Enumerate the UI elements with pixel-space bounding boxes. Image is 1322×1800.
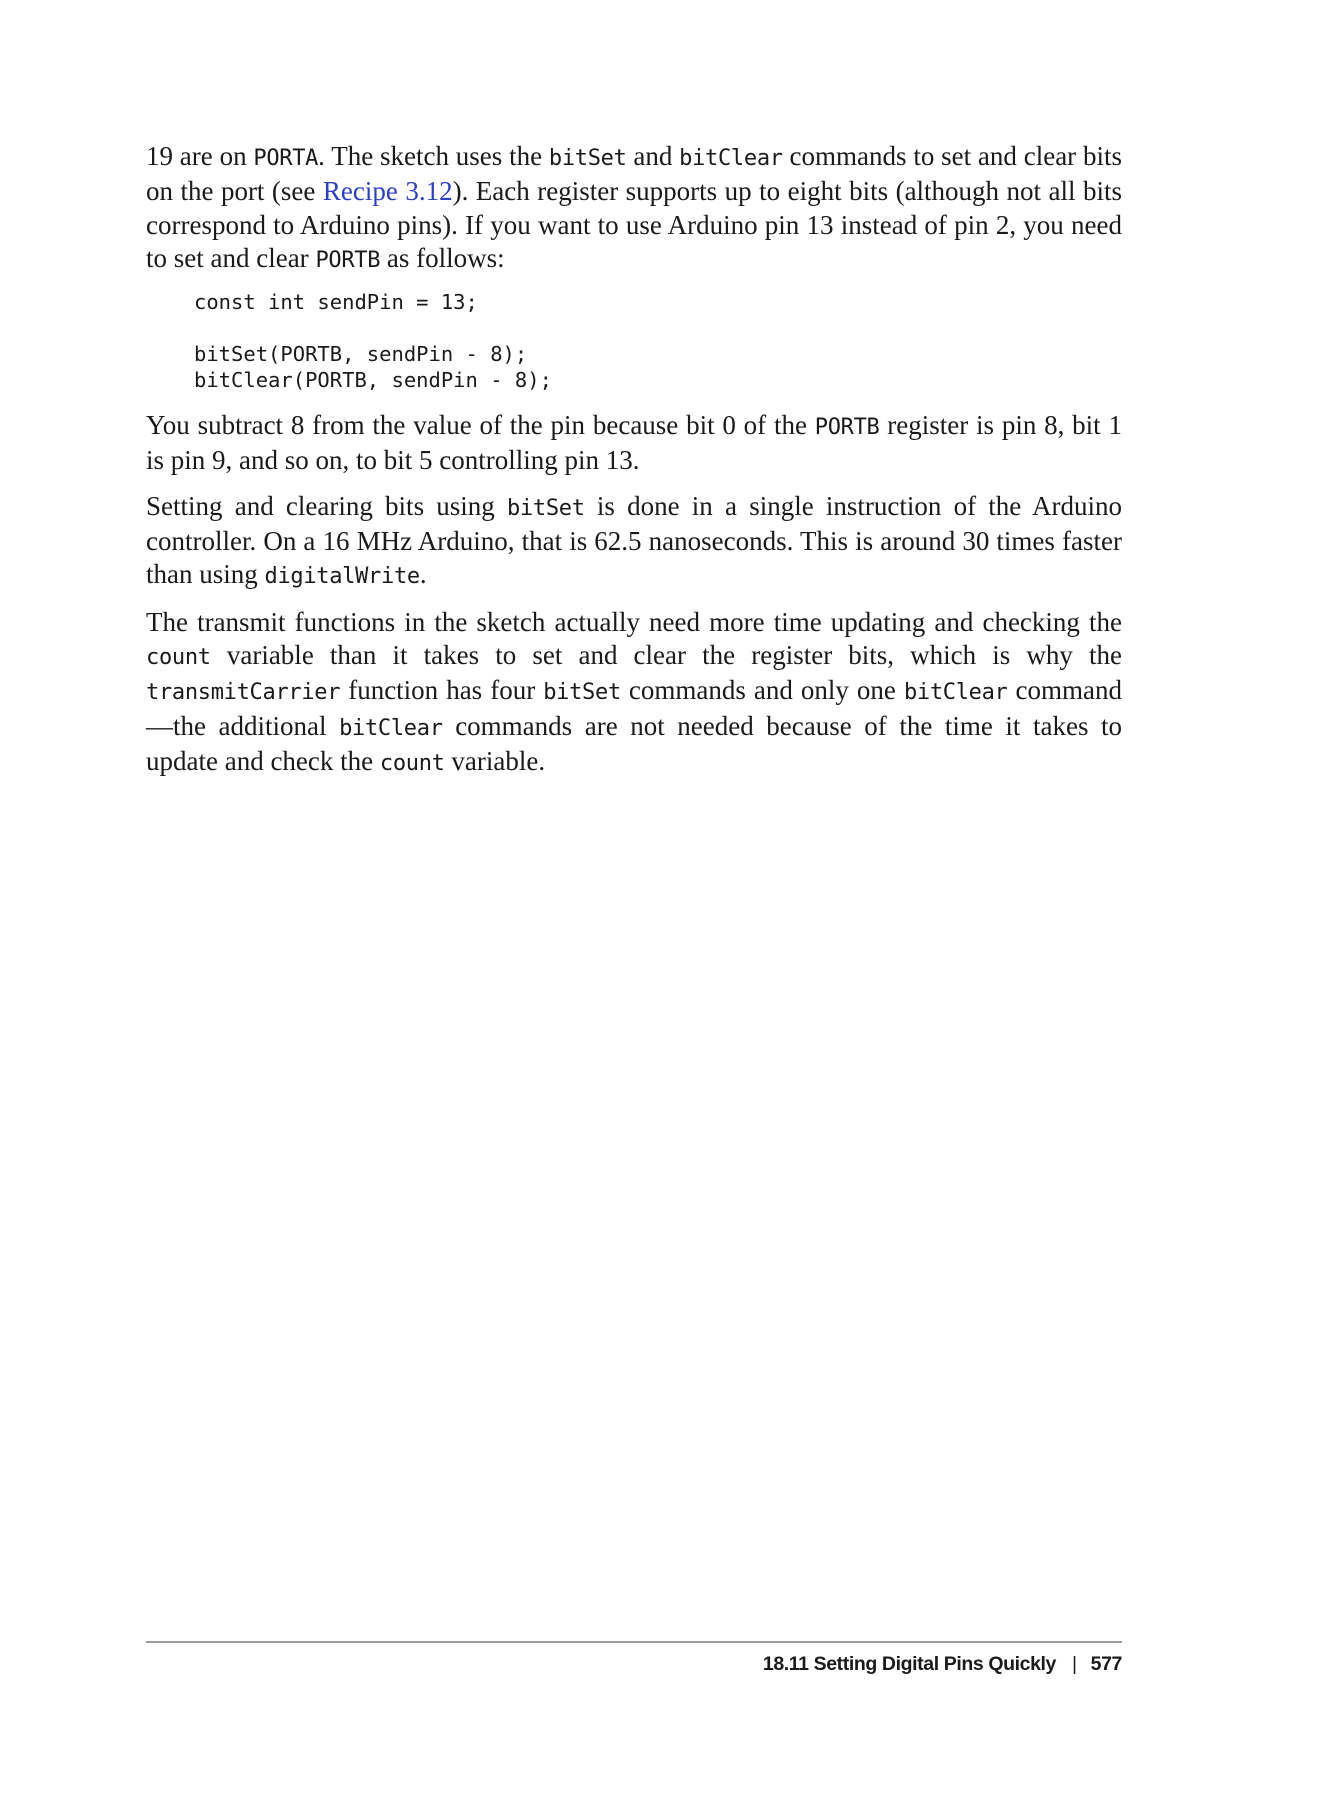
text-run: commands are not needed because of the time it takes to update and check the	[146, 710, 1123, 776]
inline-code-bitset: bitSet	[507, 495, 585, 521]
inline-code-bitset: bitSet	[543, 680, 621, 706]
recipe-link[interactable]: Recipe 3.12	[322, 176, 453, 207]
inline-code-count: count	[379, 750, 445, 776]
text-run: . The sketch uses the	[318, 141, 549, 171]
inline-code-portb: PORTB	[814, 415, 880, 441]
paragraph-transmit-functions	[146, 606, 1122, 780]
page-body	[146, 140, 1122, 792]
text-run: The transmit functions in the sketch actually need more time updating and checking the	[146, 606, 1122, 637]
text-run: variable than it takes to set and clear the register bits, which is why the	[210, 639, 1122, 670]
text-run: and	[626, 141, 680, 171]
text-run: variable.	[444, 745, 546, 776]
inline-code-bitclear: bitClear	[903, 680, 1008, 706]
code-line	[194, 315, 1122, 341]
text-run: ). Each register supports up to eight bits (although not all bits correspond to Arduino pins). If you want to use Arduino pin 13 instead of pin 2, you need to set and clear	[146, 176, 1122, 273]
inline-code-porta: PORTA	[253, 146, 319, 171]
inline-code-count: count	[146, 644, 211, 670]
footer-rule	[146, 1641, 1122, 1643]
page-number: 577	[1090, 1653, 1122, 1675]
text-run: is done in a single instruction of the Arduino controller. On a 16 MHz Arduino, that is 62.5 nanoseconds. This is around 30 times faster than using	[146, 490, 1122, 590]
paragraph-subtract-explanation	[146, 409, 1122, 478]
text-run: commands and only one	[620, 675, 904, 706]
text-run: You subtract 8 from the value of the pin because bit 0 of the	[146, 410, 815, 441]
text-run: command—the additional	[146, 675, 1122, 741]
inline-code-bitclear: bitClear	[339, 715, 443, 741]
code-line: bitSet(PORTB, sendPin - 8);	[194, 342, 528, 367]
code-line: const int sendPin = 13;	[194, 290, 478, 315]
text-run: Setting and clearing bits using	[146, 490, 507, 521]
code-line: bitClear(PORTB, sendPin - 8);	[194, 368, 552, 393]
inline-code-portb: PORTB	[315, 247, 381, 273]
footer-separator: |	[1071, 1653, 1077, 1675]
text-run: register is pin 8, bit 1 is pin 9, and so on, to bit 5 controlling pin 13.	[146, 410, 1122, 476]
text-run: function has four	[340, 675, 544, 706]
text-run: commands to set and clear bits on the port (see	[146, 141, 1122, 207]
inline-code-bitclear: bitClear	[679, 146, 783, 171]
inline-code-transmitcarrier: transmitCarrier	[146, 680, 341, 706]
text-run: 19 are on	[146, 141, 254, 171]
inline-code-bitset: bitSet	[548, 146, 627, 171]
paragraph-speed	[146, 490, 1122, 594]
inline-code-digitalwrite: digitalWrite	[264, 564, 420, 590]
text-run: as follows:	[380, 242, 505, 273]
paragraph-port-registers	[146, 140, 1122, 277]
code-block	[194, 289, 1122, 393]
page-footer	[763, 1653, 1122, 1676]
footer-section-title: 18.11 Setting Digital Pins Quickly	[762, 1653, 1056, 1675]
text-run: .	[419, 559, 427, 590]
